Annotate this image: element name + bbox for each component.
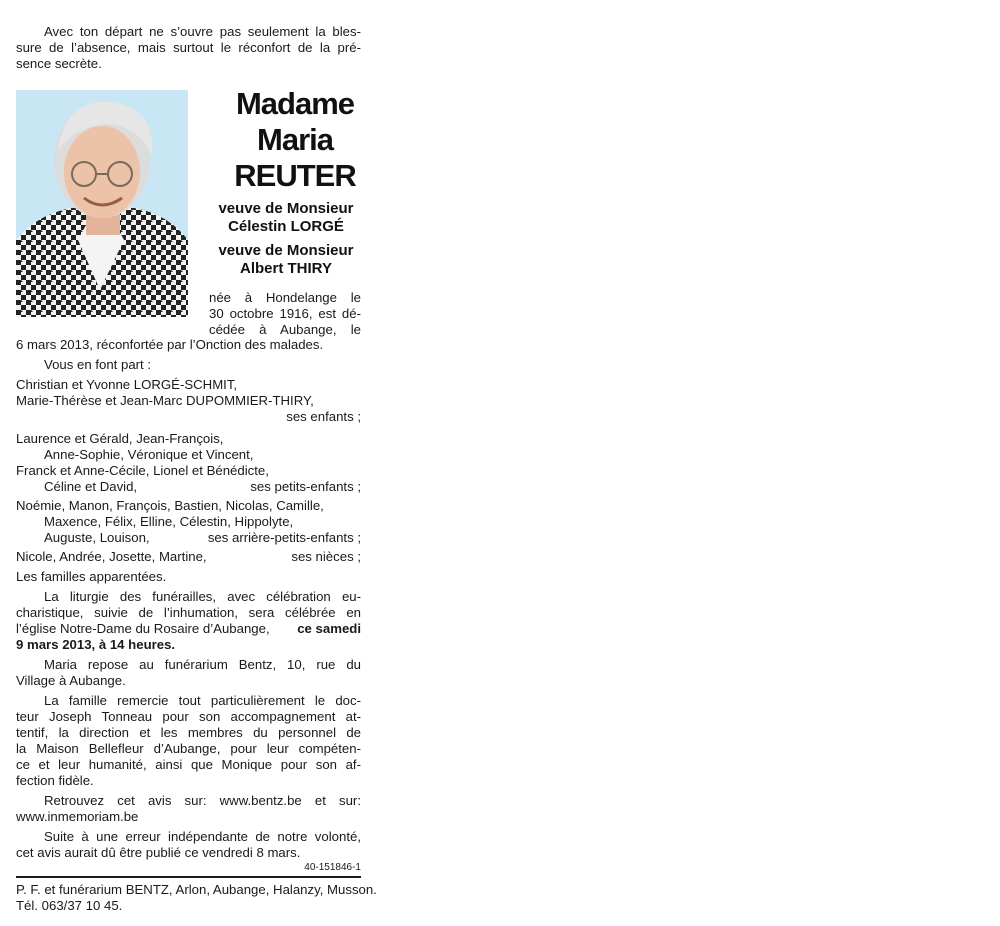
family-row <box>16 530 361 546</box>
thanks-line: la Maison Bellefleur d’Aubange, pour leur compéten- <box>16 741 361 756</box>
born-line: cédée à Aubange, le <box>209 322 361 337</box>
intro-quote <box>16 24 361 72</box>
liturgy-text: l’église Notre-Dame du Rosaire d’Aubange, <box>16 621 270 636</box>
title-line: Maria <box>257 122 333 157</box>
liturgy-date-start: ce samedi <box>297 621 361 636</box>
widow-of-lorge <box>206 200 366 236</box>
great-grandchildren-block <box>16 498 361 546</box>
repose-line: Maria repose au funérarium Bentz, 10, rue du <box>44 657 361 672</box>
family-line: Noémie, Manon, François, Bastien, Nicolas, Camille, <box>16 498 324 513</box>
grandchildren-block <box>16 431 361 495</box>
family-line: Maxence, Félix, Elline, Célestin, Hippolyte, <box>44 514 294 529</box>
family-role: ses arrière-petits-enfants ; <box>207 530 361 545</box>
footer-line: Tél. 063/37 10 45. <box>16 898 123 913</box>
family-line: Marie-Thérèse et Jean-Marc DUPOMMIER-THIRY, <box>16 393 314 408</box>
reference-number: 40-151846-1 <box>304 862 361 873</box>
liturgy-date: 9 mars 2013, à 14 heures. <box>16 637 176 652</box>
title-line: REUTER <box>234 158 356 193</box>
obituary-body <box>16 337 377 914</box>
liturgy-line: La liturgie des funérailles, avec célébration eu- <box>44 589 361 604</box>
footer-line: P. F. et funérarium BENTZ, Arlon, Aubange, Halanzy, Musson. <box>16 882 377 897</box>
portrait-photo <box>16 90 188 317</box>
funeral-home-footer <box>16 882 377 914</box>
family-row <box>16 479 361 495</box>
repose-line: Village à Aubange. <box>16 673 126 688</box>
intro-line: sure de l’absence, mais surtout le réconfort de la pré- <box>16 40 361 55</box>
intro-line: sence secrète. <box>16 56 102 71</box>
families-line: Les familles apparentées. <box>16 569 167 584</box>
family-line: Christian et Yvonne LORGÉ-SCHMIT, <box>16 377 238 392</box>
family-role: ses nièces ; <box>291 549 361 564</box>
announce-line: Vous en font part : <box>44 357 152 372</box>
website-line: Retrouvez cet avis sur: www.bentz.be et sur: <box>44 793 361 808</box>
website-paragraph <box>16 793 361 825</box>
family-line: Anne-Sophie, Véronique et Vincent, <box>44 447 254 462</box>
portrait-illustration <box>16 90 188 317</box>
website-link[interactable]: www.inmemoriam.be <box>16 809 139 824</box>
family-role: ses enfants ; <box>286 409 361 424</box>
liturgy-line <box>16 621 361 637</box>
repose-paragraph <box>16 657 361 689</box>
thanks-line: teur Joseph Tonneau pour son accompagnement at- <box>16 709 361 724</box>
deceased-name <box>220 86 370 194</box>
born-line: 30 octobre 1916, est dé- <box>209 306 361 321</box>
family-line: Céline et David, <box>44 479 138 494</box>
family-line: Franck et Anne-Cécile, Lionel et Bénédicte, <box>16 463 269 478</box>
family-line: Auguste, Louison, <box>44 530 150 545</box>
title-line: Madame <box>235 86 355 121</box>
intro-line: Avec ton départ ne s’ouvre pas seulement la bles- <box>44 24 361 39</box>
children-block <box>16 377 361 425</box>
thanks-line: La famille remercie tout particulièrement le doc- <box>44 693 361 708</box>
thanks-line: tentif, la direction et les membres du personnel de <box>16 725 361 740</box>
error-note-line: Suite à une erreur indépendante de notre volonté, <box>44 829 361 844</box>
divider <box>16 876 361 878</box>
family-line: Nicole, Andrée, Josette, Martine, <box>16 549 207 564</box>
widow-line: veuve de Monsieur <box>218 242 354 259</box>
widow-of-thiry <box>206 242 366 278</box>
liturgy-line: charistique, suivie de l’inhumation, sera célébrée en <box>16 605 361 620</box>
thanks-paragraph <box>16 693 361 789</box>
nieces-row <box>16 549 361 565</box>
thanks-line: fection fidèle. <box>16 773 94 788</box>
born-line-full: 6 mars 2013, réconfortée par l’Onction des malades. <box>16 337 324 352</box>
error-note-line: cet avis aurait dû être publié ce vendredi 8 mars. <box>16 845 301 860</box>
widow-line: Célestin LORGÉ <box>228 218 344 235</box>
thanks-line: ce et leur humanité, ainsi que Monique pour son af- <box>16 757 361 772</box>
family-line: Laurence et Gérald, Jean-François, <box>16 431 224 446</box>
liturgy-paragraph <box>16 589 361 653</box>
birth-death-info <box>209 290 361 338</box>
born-line: née à Hondelange le <box>209 290 361 305</box>
widow-line: veuve de Monsieur <box>218 200 354 217</box>
widow-line: Albert THIRY <box>240 260 332 277</box>
family-role: ses petits-enfants ; <box>250 479 361 494</box>
error-note-paragraph <box>16 829 361 861</box>
